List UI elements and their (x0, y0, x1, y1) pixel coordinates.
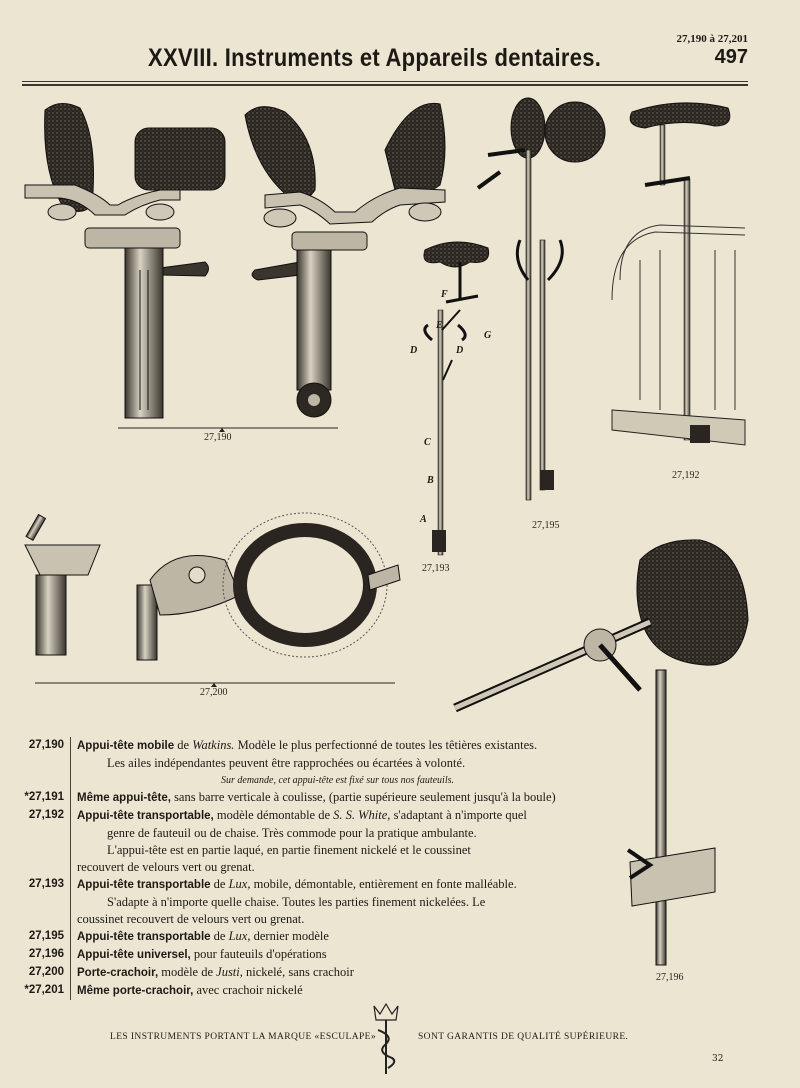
entry-name: Appui-tête transportable (77, 879, 211, 891)
catalog-entry (18, 737, 598, 789)
entry-maker: Lux, (228, 929, 251, 943)
part-letter-f: F (441, 289, 448, 300)
entry-text: s'adaptant à n'importe quel (390, 808, 527, 822)
part-letter-d-left: D (410, 345, 418, 356)
figure-label-27193: 27,193 (422, 563, 450, 574)
figure-label-27192: 27,192 (672, 470, 700, 481)
page-title: XXVIII. Instruments et Appareils dentaires. (148, 44, 602, 72)
catalog-entry (18, 876, 598, 928)
catalog-entry (18, 982, 598, 1000)
figure-label-27200: 27,200 (200, 687, 228, 698)
figure-27192-headrest-on-chair (612, 103, 745, 445)
esculape-logo (366, 1000, 406, 1076)
entry-number: 27,196 (28, 948, 64, 960)
figure-27195-headrest (478, 98, 605, 500)
entry-number: *27,191 (24, 791, 64, 803)
entry-text: de (174, 738, 193, 752)
entry-number: 27,200 (28, 966, 64, 978)
part-letter-g: G (484, 330, 492, 341)
entry-number: 27,190 (28, 739, 64, 751)
entry-text: sans barre verticale à coulisse, (partie supérieure seulement jusqu'à la boule) (170, 790, 556, 804)
entry-maker: Lux, (228, 877, 251, 891)
entry-text: Modèle le plus perfectionné de toutes les têtières existantes. (234, 738, 538, 752)
entry-name: Même porte-crachoir, (77, 985, 194, 997)
entry-note: Sur demande, cet appui-tête est fixé sur tous nos fauteuils. (220, 775, 455, 786)
entry-text: de (210, 929, 229, 943)
entry-name: Même appui-tête, (77, 792, 171, 804)
page-number: 497 (714, 46, 748, 68)
entry-number: 27,192 (28, 809, 64, 821)
entry-name: Appui-tête universel, (77, 949, 191, 961)
figure-27200-spittoon-holder (25, 513, 400, 660)
entry-text: recouvert de velours vert ou grenat. (77, 860, 255, 874)
entry-maker: Watkins. (192, 738, 235, 752)
entry-maker: S. S. White, (333, 808, 391, 822)
figure-27190-right-headrest (245, 103, 445, 417)
catalog-entry (18, 964, 598, 982)
entry-number: 27,195 (28, 930, 64, 942)
part-letter-c: C (424, 437, 431, 448)
entry-text: modèle démontable de (213, 808, 334, 822)
entry-name: Appui-tête transportable, (77, 810, 214, 822)
part-letter-d-right: D (456, 345, 464, 356)
catalog-entry (18, 807, 598, 876)
figure-label-27190: 27,190 (204, 432, 232, 443)
entry-text: dernier modèle (250, 929, 329, 943)
entry-name: Appui-tête transportable (77, 931, 211, 943)
sheet-number: 32 (712, 1054, 724, 1064)
entry-text: modèle de (158, 965, 217, 979)
catalog-entry (18, 928, 598, 946)
catalog-entry (18, 946, 598, 964)
entry-number: 27,193 (28, 878, 64, 890)
entry-text: pour fauteuils d'opérations (190, 947, 327, 961)
figure-27193-headrest (424, 242, 492, 555)
footer-text-right: SONT GARANTIS DE QUALITÉ SUPÉRIEURE. (418, 1032, 629, 1042)
entry-text: S'adapte à n'importe quelle chaise. Toutes les parties finement nickelées. Le (107, 895, 486, 909)
catalog-entry (18, 789, 598, 807)
figure-label-27195: 27,195 (532, 520, 560, 531)
entry-text: coussinet recouvert de velours vert ou grenat. (77, 912, 305, 926)
entry-text: L'appui-tête est en partie laqué, en partie finement nickelé et le coussinet (107, 843, 471, 857)
part-letter-b: B (427, 475, 434, 486)
entry-text: de (210, 877, 229, 891)
entry-name: Appui-tête mobile (77, 740, 175, 752)
entry-text: Les ailes indépendantes peuvent être rapprochées ou écartées à volonté. (107, 756, 466, 770)
entry-text: avec crachoir nickelé (193, 983, 303, 997)
entry-text: mobile, démontable, entièrement en fonte malléable. (250, 877, 517, 891)
figure-label-27196: 27,196 (656, 972, 684, 983)
part-letter-e: E (436, 320, 443, 331)
footer-text-left: LES INSTRUMENTS PORTANT LA MARQUE «ESCULAPE» (110, 1032, 377, 1042)
item-range: 27,190 à 27,201 (676, 33, 748, 45)
entry-maker: Justi, (216, 965, 243, 979)
entry-text: nickelé, sans crachoir (242, 965, 354, 979)
catalog-list (18, 737, 598, 1000)
entry-name: Porte-crachoir, (77, 967, 159, 979)
figure-27190-left-headrest (25, 103, 225, 418)
part-letter-a: A (420, 514, 427, 525)
entry-number: *27,201 (24, 984, 64, 996)
entry-text: genre de fauteuil ou de chaise. Très commode pour la pratique ambulante. (107, 826, 477, 840)
